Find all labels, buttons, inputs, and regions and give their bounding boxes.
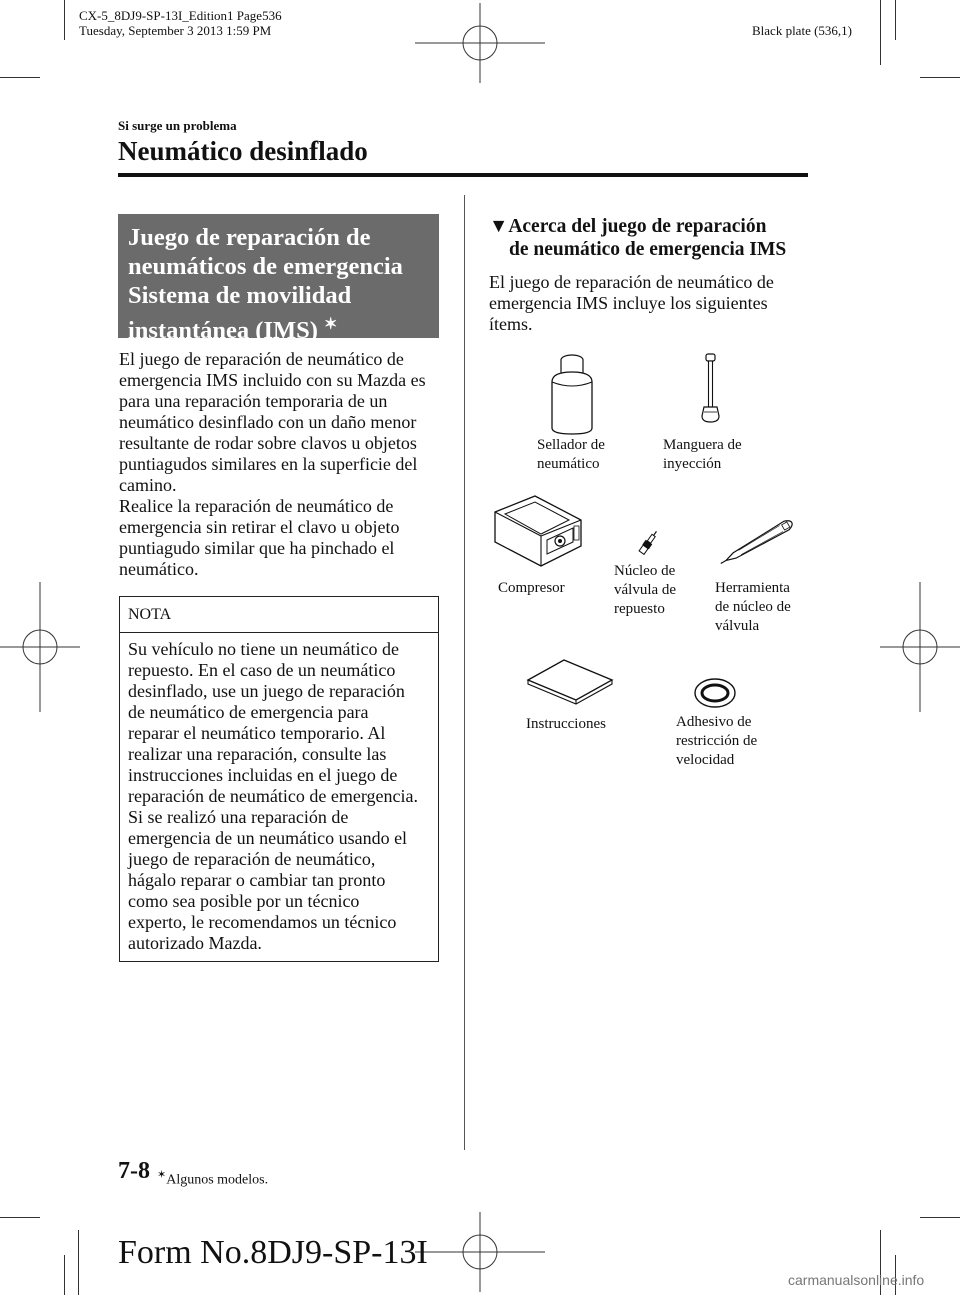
text-line: emergencia sin retirar el clavo u objeto bbox=[119, 517, 400, 537]
injection-hose-icon bbox=[696, 352, 726, 426]
sealant-label: Sellador de neumático bbox=[537, 437, 605, 472]
text-line: repuesto. En el caso de un neumático bbox=[128, 660, 396, 680]
text-line: camino. bbox=[119, 475, 177, 495]
valve-core-tool-icon bbox=[717, 515, 799, 569]
valve-core-label: Núcleo de válvula de repuesto bbox=[614, 563, 677, 617]
text-line: Su vehículo no tiene un neumático de bbox=[128, 639, 399, 659]
text-line: desinflado, use un juego de reparación bbox=[128, 681, 405, 701]
registration-mark-left bbox=[0, 582, 80, 712]
subheading-line-1: ▼Acerca del juego de reparación bbox=[489, 216, 767, 237]
ims-heading-line-4: instantánea (IMS) ✶ bbox=[128, 316, 338, 345]
compressor-icon bbox=[489, 490, 587, 572]
valve-core-icon bbox=[634, 524, 664, 560]
kit-subheading bbox=[489, 215, 786, 261]
speed-sticker-icon bbox=[692, 675, 738, 711]
text-line: de neumático de emergencia para bbox=[128, 702, 369, 722]
form-number: Form No.8DJ9-SP-13I bbox=[118, 1234, 428, 1271]
hose-label: Manguera de inyección bbox=[663, 437, 742, 472]
text-line: instrucciones incluidas en el juego de bbox=[128, 765, 398, 785]
instructions-label: Instrucciones bbox=[526, 716, 606, 732]
text-line: autorizado Mazda. bbox=[128, 933, 262, 953]
text-line: El juego de reparación de neumático de bbox=[119, 349, 404, 369]
text-line: hágalo reparar o cambiar tan pronto bbox=[128, 870, 386, 890]
text-line: emergencia IMS incluye los siguientes bbox=[489, 293, 768, 313]
ims-heading-box bbox=[118, 214, 439, 345]
instructions-booklet-icon bbox=[526, 656, 614, 706]
subheading-line-2: de neumático de emergencia IMS bbox=[509, 239, 787, 260]
text-line: puntiagudos similares en la superficie del bbox=[119, 454, 418, 474]
text-line: para una reparación temporaria de un bbox=[119, 391, 388, 411]
text-line: emergencia IMS incluido con su Mazda es bbox=[119, 370, 426, 390]
text-line: El juego de reparación de neumático de bbox=[489, 272, 774, 292]
ims-heading-line-3: Sistema de movilidad bbox=[128, 282, 352, 309]
text-line: reparar el neumático temporario. Al bbox=[128, 723, 386, 743]
print-date-line: Tuesday, September 3 2013 1:59 PM bbox=[79, 23, 272, 38]
text-line: Si se realizó una reparación de bbox=[128, 807, 349, 827]
page-number: 7-8 bbox=[118, 1158, 150, 1184]
ims-description bbox=[119, 349, 449, 580]
text-line: resultante de rodar sobre clavos u objetos bbox=[119, 433, 417, 453]
footnote: ✶Algunos modelos. bbox=[157, 1169, 269, 1188]
sealant-bottle-icon bbox=[546, 350, 606, 436]
page-title: Neumático desinflado bbox=[118, 136, 368, 166]
registration-mark-top bbox=[415, 3, 545, 83]
text-line: experto, le recomendamos un técnico bbox=[128, 912, 397, 932]
registration-mark-bottom bbox=[415, 1212, 545, 1292]
valve-tool-label: Herramienta de núcleo de válvula bbox=[715, 580, 791, 634]
note-label: NOTA bbox=[120, 597, 438, 633]
print-job-line: CX-5_8DJ9-SP-13I_Edition1 Page536 bbox=[79, 8, 282, 23]
section-header: Si surge un problema bbox=[118, 118, 237, 133]
watermark: carmanualsonline.info bbox=[788, 1272, 925, 1288]
ims-heading-line-1: Juego de reparación de bbox=[128, 224, 371, 251]
ims-heading-line-2: neumáticos de emergencia bbox=[128, 253, 403, 280]
kit-intro bbox=[489, 272, 809, 335]
text-line: juego de reparación de neumático, bbox=[128, 849, 376, 869]
text-line: emergencia de un neumático usando el bbox=[128, 828, 408, 848]
text-line: puntiagudo similar que ha pinchado el bbox=[119, 538, 395, 558]
compressor-label: Compresor bbox=[498, 580, 565, 596]
some-models-marker: ✶ bbox=[324, 316, 338, 333]
note-box bbox=[119, 596, 439, 962]
registration-mark-right bbox=[880, 582, 960, 712]
triangle-down-icon: ▼ bbox=[489, 216, 509, 237]
text-line: neumático. bbox=[119, 559, 199, 579]
column-divider bbox=[464, 195, 465, 1150]
footnote-marker: ✶ bbox=[157, 1169, 167, 1181]
text-line: reparación de neumático de emergencia. bbox=[128, 786, 419, 806]
sticker-label: Adhesivo de restricción de velocidad bbox=[676, 714, 758, 768]
title-rule bbox=[118, 173, 808, 177]
note-text bbox=[120, 633, 438, 954]
text-line: Realice la reparación de neumático de bbox=[119, 496, 394, 516]
text-line: ítems. bbox=[489, 314, 533, 334]
plate-label: Black plate (536,1) bbox=[752, 23, 852, 38]
text-line: neumático desinflado con un daño menor bbox=[119, 412, 417, 432]
text-line: como sea posible por un técnico bbox=[128, 891, 360, 911]
text-line: realizar una reparación, consulte las bbox=[128, 744, 387, 764]
